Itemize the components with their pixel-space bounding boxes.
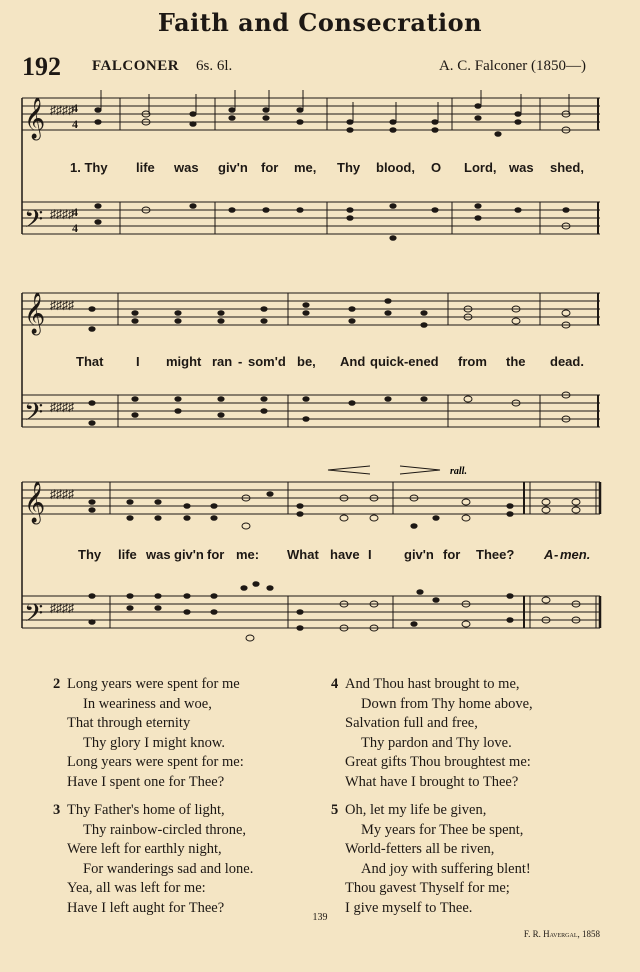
- lyric-syllable: life: [118, 547, 137, 562]
- lyrics-system-3: [0, 547, 640, 567]
- verse-line: Have I left aught for Thee?: [67, 899, 225, 916]
- verse-line: Long years were spent for me:: [67, 754, 244, 770]
- svg-text:𝄢: 𝄢: [24, 398, 44, 433]
- lyric-syllable: I: [136, 354, 140, 369]
- verse-line: That through eternity: [67, 715, 191, 731]
- svg-text:♯♯♯♯: ♯♯♯♯: [50, 601, 74, 615]
- verse-number: 2: [53, 676, 61, 692]
- svg-text:♯♯♯♯: ♯♯♯♯: [50, 298, 74, 312]
- svg-text:𝄢: 𝄢: [24, 205, 44, 240]
- verse-line: Thou gavest Thyself for me;: [345, 880, 510, 896]
- tune-name: FALCONER: [92, 58, 180, 74]
- verse-line: Long years were spent for me: [67, 676, 240, 692]
- lyric-syllable: have: [330, 547, 360, 562]
- verse-line: Yea, all was left for me:: [67, 880, 206, 896]
- verse-number: 5: [331, 802, 339, 818]
- verse-4: [331, 675, 533, 792]
- svg-text:𝄞: 𝄞: [24, 293, 46, 334]
- lyric-syllable: giv'n: [404, 547, 434, 562]
- author-credit: F. R. Havergal, 1858: [523, 929, 600, 939]
- meter: 6s. 6l.: [196, 58, 233, 74]
- lyric-syllable: Thee?: [476, 547, 515, 562]
- verse-line: My years for Thee be spent,: [361, 821, 524, 838]
- lyric-syllable: giv'n: [174, 547, 204, 562]
- verse-line: Oh, let my life be given,: [345, 802, 487, 818]
- lyric-syllable: Thy: [337, 160, 361, 175]
- lyric-syllable: might: [166, 354, 202, 369]
- lyric-syllable: dead.: [550, 354, 584, 369]
- lyric-syllable: -: [238, 354, 243, 369]
- rall-marking: rall.: [450, 466, 467, 477]
- lyric-syllable: me,: [294, 160, 317, 175]
- verse-line: What have I brought to Thee?: [345, 773, 519, 790]
- verse-line: For wanderings sad and lone.: [83, 860, 254, 877]
- lyric-syllable: -: [554, 547, 559, 562]
- composer: A. C. Falconer (1850—): [438, 58, 586, 74]
- lyric-syllable: for: [207, 547, 225, 562]
- verse-line: In weariness and woe,: [83, 695, 212, 712]
- page-title: Faith and Consecration: [157, 8, 483, 37]
- svg-text:4: 4: [72, 101, 78, 115]
- verse-3: [53, 801, 254, 918]
- verse-line: Down from Thy home above,: [361, 695, 533, 712]
- lyrics-system-2: [0, 354, 640, 374]
- verse-line: Thy glory I might know.: [83, 734, 226, 751]
- verse-line: Thy pardon and Thy love.: [361, 734, 512, 751]
- lyrics-system-1: [0, 160, 640, 180]
- lyric-syllable: be,: [297, 354, 316, 369]
- lyric-syllable: What: [287, 547, 319, 562]
- verse-2: [53, 675, 244, 792]
- lyric-syllable: ran: [212, 354, 233, 369]
- svg-text:♯♯♯♯: ♯♯♯♯: [50, 400, 74, 414]
- verse-line: And joy with suffering blent!: [361, 860, 531, 877]
- verse-5: [331, 801, 531, 918]
- lyric-syllable: giv'n: [218, 160, 248, 175]
- verse-line: And Thou hast brought to me,: [345, 676, 520, 692]
- svg-text:♯♯♯♯: ♯♯♯♯: [50, 207, 74, 221]
- lyric-syllable: 1. Thy: [70, 160, 108, 175]
- lyric-syllable: for: [261, 160, 279, 175]
- hymn-number: 192: [22, 52, 61, 81]
- svg-text:♯♯♯♯: ♯♯♯♯: [50, 103, 74, 117]
- svg-text:♯♯♯♯: ♯♯♯♯: [50, 487, 74, 501]
- lyric-syllable: men.: [560, 547, 591, 562]
- page-number: 139: [312, 912, 328, 923]
- svg-text:𝄞: 𝄞: [24, 482, 46, 523]
- lyric-syllable: shed,: [550, 160, 584, 175]
- lyric-syllable: That: [76, 354, 104, 369]
- lyric-syllable: blood,: [376, 160, 415, 175]
- lyric-syllable: A: [544, 547, 554, 562]
- verse-number: 4: [331, 676, 339, 692]
- lyric-syllable: som'd: [248, 354, 286, 369]
- svg-text:𝄢: 𝄢: [24, 599, 44, 634]
- lyric-syllable: Lord,: [464, 160, 497, 175]
- verse-line: Great gifts Thou broughtest me:: [345, 754, 531, 770]
- lyric-syllable: me:: [236, 547, 260, 562]
- lyric-syllable: was: [509, 160, 534, 175]
- verse-line: Thy Father's home of light,: [67, 802, 225, 818]
- lyric-syllable: life: [136, 160, 155, 175]
- lyric-syllable: I: [368, 547, 372, 562]
- svg-text:4: 4: [72, 205, 78, 219]
- verse-line: Thy rainbow-circled throne,: [83, 821, 247, 838]
- svg-text:4: 4: [72, 221, 78, 235]
- verse-line: World-fetters all be riven,: [345, 841, 495, 857]
- lyric-syllable: O: [431, 160, 442, 175]
- lyric-syllable: the: [506, 354, 526, 369]
- verse-line: Salvation full and free,: [345, 715, 478, 731]
- verse-line: Have I spent one for Thee?: [67, 773, 225, 790]
- lyric-syllable: for: [443, 547, 461, 562]
- verse-line: Were left for earthly night,: [67, 841, 222, 857]
- lyric-syllable: was: [174, 160, 199, 175]
- verse-line: I give myself to Thee.: [345, 899, 473, 916]
- lyric-syllable: from: [458, 354, 487, 369]
- lyric-syllable: And: [340, 354, 366, 369]
- svg-text:𝄞: 𝄞: [24, 98, 46, 139]
- lyric-syllable: was: [146, 547, 171, 562]
- svg-text:4: 4: [72, 117, 78, 131]
- lyric-syllable: quick-ened: [370, 354, 439, 369]
- lyric-syllable: Thy: [78, 547, 102, 562]
- verse-number: 3: [53, 802, 61, 818]
